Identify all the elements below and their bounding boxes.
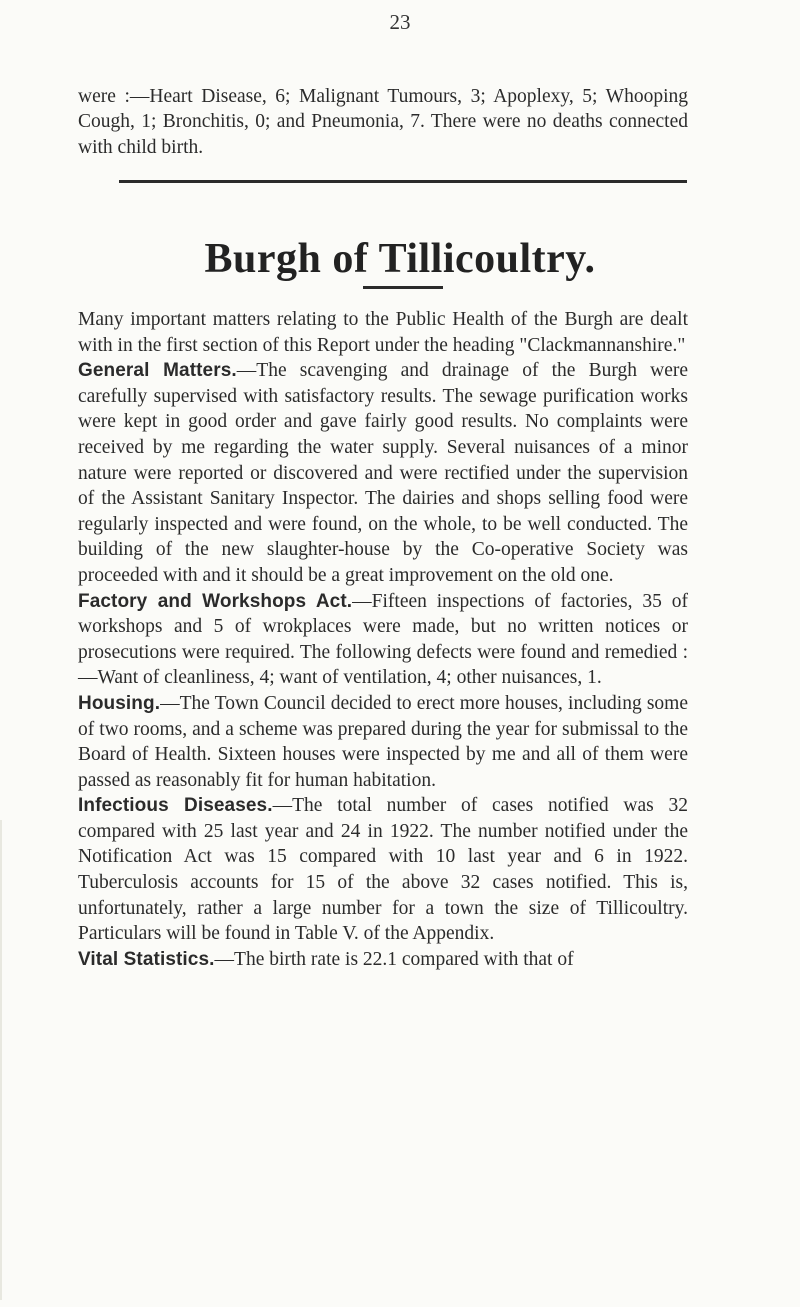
page-number: 23 (389, 10, 411, 34)
paragraph-lead: Infectious Diseases. (78, 795, 273, 817)
general-matters-paragraph (78, 358, 688, 588)
paragraph-lead: Vital Statistics. (78, 948, 215, 970)
section-title: Burgh of Tillicoultry. (204, 236, 596, 282)
factory-workshops-paragraph (78, 589, 688, 691)
paragraph-lead: Factory and Workshops Act. (78, 590, 353, 612)
infectious-diseases-paragraph (78, 793, 688, 947)
page-edge-shadow (0, 820, 2, 1300)
paragraph-text: —Fifteen inspections of factories, 35 of workshops and 5 of wrokplaces were made, but no written notices or prosecutions were required. The following defects were found and remedied :—Want of cleanliness, 4; want of ventilation, 4; other nuisances, 1. (78, 590, 688, 689)
paragraph-text: —The birth rate is 22.1 compared with that of (214, 948, 574, 970)
section-divider (119, 180, 687, 183)
paragraph-text: —The total number of cases notified was 32 compared with 25 last year and 24 in 1922. The number notified under the Notification Act was 15 compared with 10 last year and 6 in 1922. Tuberculosis accounts for 15 of the above 32 cases notified. This is, unfortunately, rather a large number for a town the size of Tillicoultry. Particulars will be found in Table V. of the Appendix. (78, 795, 688, 945)
title-underline (363, 286, 443, 289)
section-body (78, 307, 688, 972)
paragraph-lead: General Matters. (78, 360, 237, 382)
continued-paragraph: were :—Heart Disease, 6; Malignant Tumours, 3; Apoplexy, 5; Whooping Cough, 1; Bronchitis, 0; and Pneumonia, 7. There were no deaths connected with child birth. (78, 85, 688, 158)
paragraph-text: —The scavenging and drainage of the Burgh were carefully supervised with satisfactory results. The sewage purification works were kept in good order and gave fairly good results. No complaints were received by me regarding the water supply. Several nuisances of a minor nature were reported or discovered and were rectified under the supervision of the Assistant Sanitary Inspector. The dairies and shops selling food were regularly inspected and were found, on the whole, to be well conducted. The building of the new slaughter-house by the Co-operative Society was proceeded with and it should be a great improvement on the old one. (78, 360, 689, 586)
vital-statistics-paragraph (78, 947, 688, 973)
housing-paragraph (78, 691, 688, 793)
paragraph-lead: Housing. (78, 692, 161, 714)
paragraph-text: —The Town Council decided to erect more houses, including some of two rooms, and a scheme was prepared during the year for submissal to the Board of Health. Sixteen houses were inspected by me and all of them were passed as reasonably fit for human habitation. (78, 692, 688, 791)
intro-paragraph: Many important matters relating to the Public Health of the Burgh are dealt with in the first section of this Report under the heading "Clackmannanshire." (78, 309, 688, 356)
